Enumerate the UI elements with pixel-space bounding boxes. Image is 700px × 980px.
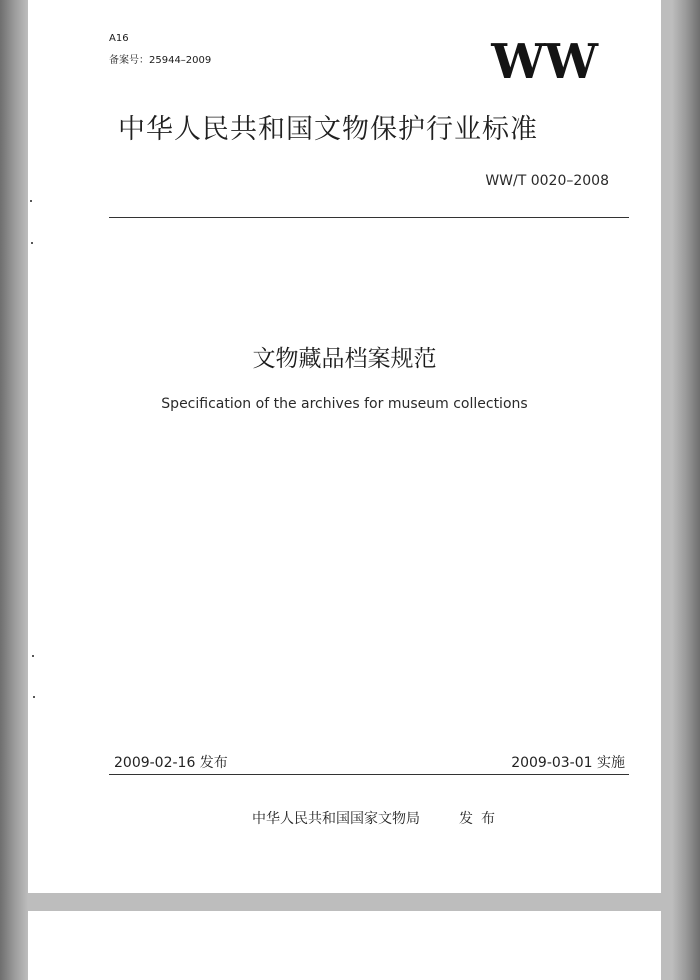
standard-number: WW/T 0020–2008 (485, 173, 609, 189)
document-page (28, 0, 661, 893)
scan-speck (31, 242, 33, 244)
issue-label: 发布 (459, 811, 503, 827)
release-date: 2009-02-16 发布 (114, 755, 228, 771)
issuing-authority: 中华人民共和国国家文物局 (252, 811, 420, 827)
implementation-date: 2009-03-01 实施 (511, 755, 625, 771)
standard-category: 中华人民共和国文物保护行业标准 (118, 114, 538, 145)
standard-logo: WW (491, 34, 597, 90)
scan-speck (30, 200, 32, 202)
next-page (28, 911, 661, 980)
footer-divider (109, 774, 629, 775)
header-divider (109, 217, 629, 218)
document-title-english: Specification of the archives for museum collections (161, 396, 528, 412)
scan-speck (33, 696, 35, 698)
record-number: 备案号：25944–2009 (109, 55, 212, 66)
classification-code: A16 (109, 33, 129, 44)
document-title-chinese: 文物藏品档案规范 (252, 346, 437, 372)
scan-speck (32, 655, 34, 657)
